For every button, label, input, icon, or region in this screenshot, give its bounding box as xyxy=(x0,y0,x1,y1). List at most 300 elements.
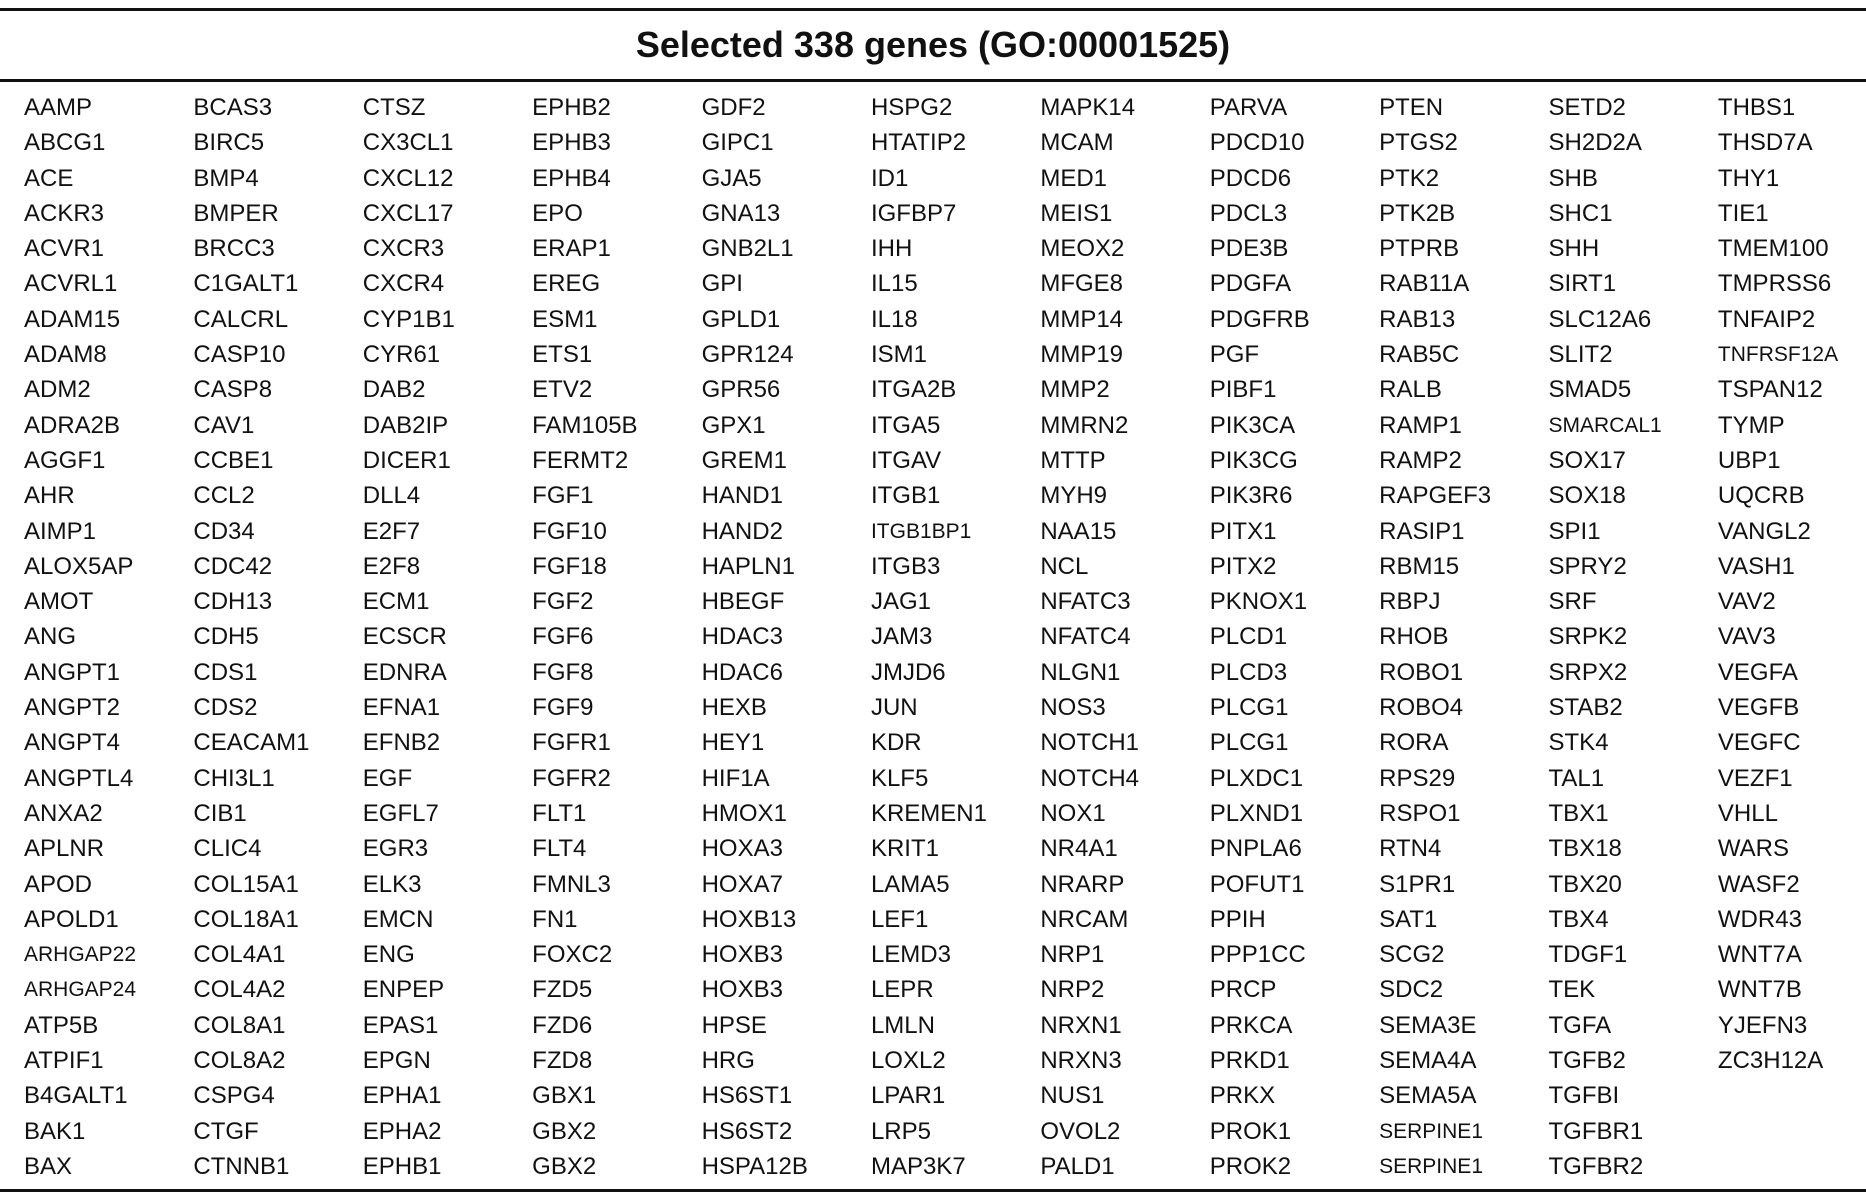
gene-cell: LOXL2 xyxy=(870,1047,946,1075)
gene-cell: LPAR1 xyxy=(870,1082,946,1110)
gene-cell: TIE1 xyxy=(1717,199,1769,227)
gene-cell: PLCD1 xyxy=(1209,623,1288,651)
gene-cell: EMCN xyxy=(362,905,434,933)
gene-cell: BMPER xyxy=(193,199,279,227)
gene-cell: EGF xyxy=(362,764,413,792)
bottom-rule xyxy=(0,1189,1866,1192)
gene-cell: DICER1 xyxy=(362,446,451,474)
gene-cell: SERPINE1 xyxy=(1379,1119,1483,1143)
gene-cell: ROBO1 xyxy=(1379,658,1464,686)
gene-cell: TYMP xyxy=(1717,411,1785,439)
gene-cell: TGFBR2 xyxy=(1548,1152,1644,1180)
gene-cell: EPO xyxy=(532,199,583,227)
gene-cell: ACE xyxy=(24,164,74,192)
gene-cell: ENG xyxy=(362,941,415,969)
gene-column xyxy=(702,90,871,1185)
gene-cell: ENPEP xyxy=(362,976,445,1004)
gene-cell: MMP14 xyxy=(1040,305,1124,333)
gene-cell: HMOX1 xyxy=(701,799,787,827)
gene-cell: CX3CL1 xyxy=(362,129,454,157)
gene-column xyxy=(1379,90,1548,1185)
gene-cell: SMARCAL1 xyxy=(1548,413,1662,437)
gene-cell: ACVRL1 xyxy=(24,270,118,298)
gene-cell: HOXB3 xyxy=(701,976,783,1004)
gene-cell: PTGS2 xyxy=(1379,129,1458,157)
gene-cell: EPHA2 xyxy=(362,1117,442,1145)
gene-cell: ALOX5AP xyxy=(24,552,134,580)
gene-cell: CXCR4 xyxy=(362,270,445,298)
gene-cell: KRIT1 xyxy=(870,835,939,863)
gene-cell: CXCL12 xyxy=(362,164,454,192)
gene-cell: PITX1 xyxy=(1209,517,1277,545)
gene-cell: SIRT1 xyxy=(1548,270,1617,298)
gene-cell: FGF2 xyxy=(532,588,594,616)
gene-cell: GNA13 xyxy=(701,199,781,227)
gene-cell: CLIC4 xyxy=(193,835,262,863)
gene-cell: PPP1CC xyxy=(1209,941,1306,969)
gene-cell: CDH13 xyxy=(193,588,273,616)
gene-cell: JUN xyxy=(870,694,918,722)
gene-cell: ITGAV xyxy=(870,446,942,474)
gene-cell: SEMA4A xyxy=(1379,1047,1477,1075)
gene-cell: NCL xyxy=(1040,552,1089,580)
gene-cell: CTNNB1 xyxy=(193,1152,290,1180)
gene-cell: MYH9 xyxy=(1040,482,1108,510)
gene-cell: GBX1 xyxy=(532,1082,597,1110)
gene-cell: PIK3R6 xyxy=(1209,482,1293,510)
gene-cell: GPX1 xyxy=(701,411,766,439)
gene-cell: HOXA3 xyxy=(701,835,783,863)
gene-cell: TBX1 xyxy=(1548,799,1609,827)
gene-cell: NFATC3 xyxy=(1040,588,1131,616)
gene-cell: CYP1B1 xyxy=(362,305,455,333)
gene-cell: PLXDC1 xyxy=(1209,764,1304,792)
gene-cell: HS6ST2 xyxy=(701,1117,793,1145)
gene-cell: SCG2 xyxy=(1379,941,1445,969)
gene-cell: JMJD6 xyxy=(870,658,946,686)
gene-cell: LEF1 xyxy=(870,905,929,933)
gene-cell: MEIS1 xyxy=(1040,199,1113,227)
gene-cell: ANGPTL4 xyxy=(24,764,134,792)
gene-cell: HS6ST1 xyxy=(701,1082,793,1110)
gene-cell: PRKD1 xyxy=(1209,1047,1290,1075)
gene-cell: THSD7A xyxy=(1717,129,1813,157)
gene-cell: CDS2 xyxy=(193,694,258,722)
gene-cell: HPSE xyxy=(701,1011,767,1039)
gene-cell: RPS29 xyxy=(1379,764,1456,792)
gene-column xyxy=(1718,90,1866,1185)
gene-cell: ADRA2B xyxy=(24,411,121,439)
gene-cell: ITGA5 xyxy=(870,411,941,439)
gene-cell: GREM1 xyxy=(701,446,787,474)
gene-cell: FN1 xyxy=(532,905,578,933)
gene-cell: TBX4 xyxy=(1548,905,1609,933)
gene-cell: FMNL3 xyxy=(532,870,611,898)
gene-cell: RORA xyxy=(1379,729,1449,757)
gene-cell: NOS3 xyxy=(1040,694,1106,722)
gene-cell: CXCR3 xyxy=(362,235,445,263)
gene-cell: SEMA5A xyxy=(1379,1082,1477,1110)
gene-cell: JAG1 xyxy=(870,588,931,616)
gene-cell: UQCRB xyxy=(1717,482,1805,510)
gene-cell: ECSCR xyxy=(362,623,447,651)
gene-cell: NAA15 xyxy=(1040,517,1117,545)
gene-cell: HEY1 xyxy=(701,729,765,757)
gene-cell: WARS xyxy=(1717,835,1790,863)
gene-cell: FGF18 xyxy=(532,552,607,580)
gene-cell: MMP19 xyxy=(1040,341,1124,369)
gene-cell: PROK1 xyxy=(1209,1117,1292,1145)
gene-cell: EPHB3 xyxy=(532,129,611,157)
gene-cell: HSPA12B xyxy=(701,1152,808,1180)
gene-cell: IL15 xyxy=(870,270,918,298)
gene-cell: LRP5 xyxy=(870,1117,931,1145)
gene-cell: PDE3B xyxy=(1209,235,1289,263)
gene-cell: FLT1 xyxy=(532,799,587,827)
gene-cell: RBM15 xyxy=(1379,552,1460,580)
gene-cell: TGFBI xyxy=(1548,1082,1620,1110)
gene-cell: EPHB2 xyxy=(532,94,611,121)
gene-cell: HEXB xyxy=(701,694,767,722)
gene-cell: DAB2IP xyxy=(362,411,449,439)
gene-cell: CYR61 xyxy=(362,341,441,369)
gene-cell: NUS1 xyxy=(1040,1082,1105,1110)
gene-cell: PLCG1 xyxy=(1209,694,1289,722)
gene-cell: VEGFA xyxy=(1717,658,1798,686)
gene-cell: NRARP xyxy=(1040,870,1125,898)
gene-cell: EREG xyxy=(532,270,601,298)
gene-cell: PDGFA xyxy=(1209,270,1292,298)
gene-cell: AGGF1 xyxy=(24,446,106,474)
gene-cell: THBS1 xyxy=(1717,94,1796,121)
gene-cell: PDCD10 xyxy=(1209,129,1305,157)
gene-cell: NRXN3 xyxy=(1040,1047,1122,1075)
gene-cell: RTN4 xyxy=(1379,835,1442,863)
gene-cell: MEOX2 xyxy=(1040,235,1125,263)
gene-cell: MAPK14 xyxy=(1040,94,1136,121)
gene-cell: GJA5 xyxy=(701,164,762,192)
gene-cell: PITX2 xyxy=(1209,552,1277,580)
gene-cell: SDC2 xyxy=(1379,976,1444,1004)
gene-cell: EGR3 xyxy=(362,835,429,863)
gene-cell: DAB2 xyxy=(362,376,426,404)
gene-cell: RAPGEF3 xyxy=(1379,482,1492,510)
gene-cell: CDS1 xyxy=(193,658,258,686)
gene-cell: PROK2 xyxy=(1209,1152,1292,1180)
gene-cell: PLXND1 xyxy=(1209,799,1304,827)
gene-cell: PTK2B xyxy=(1379,199,1456,227)
gene-cell: KREMEN1 xyxy=(870,799,987,827)
gene-cell: CTGF xyxy=(193,1117,259,1145)
gene-column xyxy=(1549,90,1718,1185)
gene-cell: ISM1 xyxy=(870,341,927,369)
gene-cell: PRKCA xyxy=(1209,1011,1293,1039)
gene-cell: NOX1 xyxy=(1040,799,1106,827)
gene-cell: TDGF1 xyxy=(1548,941,1628,969)
gene-cell: CCL2 xyxy=(193,482,255,510)
gene-cell: ANXA2 xyxy=(24,799,103,827)
gene-cell: AHR xyxy=(24,482,75,510)
gene-cell: CASP8 xyxy=(193,376,273,404)
gene-cell: CXCL17 xyxy=(362,199,454,227)
gene-cell: VAV3 xyxy=(1717,623,1776,651)
gene-cell: B4GALT1 xyxy=(24,1082,128,1110)
gene-cell: CD34 xyxy=(193,517,255,545)
gene-cell: ACVR1 xyxy=(24,235,105,263)
gene-cell: C1GALT1 xyxy=(193,270,299,298)
gene-cell: HRG xyxy=(701,1047,755,1075)
gene-cell: GBX2 xyxy=(532,1152,597,1180)
gene-cell: E2F8 xyxy=(362,552,421,580)
gene-cell: ATPIF1 xyxy=(24,1047,104,1075)
gene-column xyxy=(532,90,701,1185)
gene-cell: TGFB2 xyxy=(1548,1047,1626,1075)
gene-cell: SLIT2 xyxy=(1548,341,1613,369)
gene-cell: RBPJ xyxy=(1379,588,1441,616)
gene-cell: HAPLN1 xyxy=(701,552,795,580)
gene-cell: MED1 xyxy=(1040,164,1108,192)
gene-cell: EDNRA xyxy=(362,658,447,686)
gene-cell: BMP4 xyxy=(193,164,259,192)
gene-cell: ADAM15 xyxy=(24,305,121,333)
gene-cell: GPI xyxy=(701,270,743,298)
table-title: Selected 338 genes (GO:00001525) xyxy=(635,24,1231,65)
gene-cell: AAMP xyxy=(24,94,93,121)
gene-cell: SAT1 xyxy=(1379,905,1438,933)
gene-cell: LAMA5 xyxy=(870,870,950,898)
gene-cell: PIK3CG xyxy=(1209,446,1298,474)
gene-cell: HSPG2 xyxy=(870,94,953,121)
gene-cell: ITGB1 xyxy=(870,482,941,510)
gene-cell: COL18A1 xyxy=(193,905,299,933)
gene-cell: IHH xyxy=(870,235,913,263)
gene-cell: CDC42 xyxy=(193,552,273,580)
gene-column xyxy=(1040,90,1209,1185)
gene-cell: TMEM100 xyxy=(1717,235,1829,263)
gene-cell: GNB2L1 xyxy=(701,235,794,263)
gene-cell: RSPO1 xyxy=(1379,799,1461,827)
gene-cell: CHI3L1 xyxy=(193,764,275,792)
gene-cell: PARVA xyxy=(1209,94,1288,121)
gene-cell: SHC1 xyxy=(1548,199,1613,227)
gene-cell: PDCD6 xyxy=(1209,164,1292,192)
gene-cell: ATP5B xyxy=(24,1011,99,1039)
gene-cell: ANG xyxy=(24,623,77,651)
gene-cell: TSPAN12 xyxy=(1717,376,1823,404)
gene-cell: SRPK2 xyxy=(1548,623,1628,651)
gene-cell: TEK xyxy=(1548,976,1596,1004)
gene-cell: FZD5 xyxy=(532,976,593,1004)
gene-cell: CCBE1 xyxy=(193,446,274,474)
gene-cell: AMOT xyxy=(24,588,94,616)
gene-cell: STK4 xyxy=(1548,729,1609,757)
gene-cell: HDAC3 xyxy=(701,623,783,651)
gene-cell: RAB5C xyxy=(1379,341,1460,369)
gene-cell: BAX xyxy=(24,1152,73,1180)
gene-cell: FGF9 xyxy=(532,694,594,722)
gene-cell: LEPR xyxy=(870,976,934,1004)
gene-cell: MMP2 xyxy=(1040,376,1110,404)
gene-cell: HIF1A xyxy=(701,764,770,792)
gene-cell: PIK3CA xyxy=(1209,411,1296,439)
gene-cell: SETD2 xyxy=(1548,94,1626,121)
gene-cell: EGFL7 xyxy=(362,799,439,827)
gene-cell: TBX20 xyxy=(1548,870,1622,898)
gene-cell: KLF5 xyxy=(870,764,929,792)
gene-cell: BAK1 xyxy=(24,1117,86,1145)
gene-cell: SH2D2A xyxy=(1548,129,1642,157)
gene-cell: HOXB13 xyxy=(701,905,797,933)
gene-cell: SMAD5 xyxy=(1548,376,1632,404)
gene-cell: COL8A2 xyxy=(193,1047,286,1075)
gene-cell: RAB11A xyxy=(1379,270,1470,298)
gene-cell: WNT7A xyxy=(1717,941,1802,969)
gene-cell: MFGE8 xyxy=(1040,270,1124,298)
gene-cell: ETV2 xyxy=(532,376,593,404)
header-rule xyxy=(0,79,1866,82)
gene-cell: NOTCH4 xyxy=(1040,764,1140,792)
gene-cell: FGFR2 xyxy=(532,764,611,792)
gene-cell: JAM3 xyxy=(870,623,933,651)
gene-column xyxy=(363,90,532,1185)
gene-cell: ZC3H12A xyxy=(1717,1047,1824,1075)
gene-cell: SPRY2 xyxy=(1548,552,1627,580)
gene-cell: ESM1 xyxy=(532,305,598,333)
gene-cell: NFATC4 xyxy=(1040,623,1131,651)
gene-cell: ACKR3 xyxy=(24,199,105,227)
gene-cell: NRP1 xyxy=(1040,941,1105,969)
gene-cell: SOX17 xyxy=(1548,446,1626,474)
gene-cell: YJEFN3 xyxy=(1717,1011,1808,1039)
gene-cell: PTPRB xyxy=(1379,235,1460,263)
gene-cell: NOTCH1 xyxy=(1040,729,1140,757)
gene-cell: CASP10 xyxy=(193,341,286,369)
gene-cell: WASF2 xyxy=(1717,870,1800,898)
gene-cell: HBEGF xyxy=(701,588,785,616)
gene-cell: APOLD1 xyxy=(24,905,119,933)
gene-cell: WNT7B xyxy=(1717,976,1802,1004)
gene-cell: FGF10 xyxy=(532,517,607,545)
gene-cell: EFNA1 xyxy=(362,694,441,722)
gene-cell: BIRC5 xyxy=(193,129,265,157)
gene-cell: FGFR1 xyxy=(532,729,611,757)
gene-cell: UBP1 xyxy=(1717,446,1781,474)
gene-cell: LMLN xyxy=(870,1011,935,1039)
gene-cell: ERAP1 xyxy=(532,235,611,263)
gene-cell: WDR43 xyxy=(1717,905,1802,933)
gene-cell: GPLD1 xyxy=(701,305,781,333)
gene-cell: AIMP1 xyxy=(24,517,97,545)
gene-cell: THY1 xyxy=(1717,164,1780,192)
gene-cell: NR4A1 xyxy=(1040,835,1118,863)
gene-cell: SRF xyxy=(1548,588,1597,616)
gene-cell: ROBO4 xyxy=(1379,694,1464,722)
gene-cell: VEZF1 xyxy=(1717,764,1793,792)
gene-cell: SERPINE1 xyxy=(1379,1154,1483,1178)
gene-cell: FLT4 xyxy=(532,835,587,863)
gene-cell: MMRN2 xyxy=(1040,411,1129,439)
gene-cell: S1PR1 xyxy=(1379,870,1456,898)
gene-cell: TMPRSS6 xyxy=(1717,270,1832,298)
gene-cell: FERMT2 xyxy=(532,446,629,474)
gene-cell: PTEN xyxy=(1379,94,1444,121)
gene-cell: KDR xyxy=(870,729,922,757)
gene-grid xyxy=(24,90,1866,1185)
gene-cell: APLNR xyxy=(24,835,105,863)
gene-cell: IGFBP7 xyxy=(870,199,957,227)
gene-cell: NRP2 xyxy=(1040,976,1105,1004)
gene-cell: ITGA2B xyxy=(870,376,957,404)
gene-cell: ARHGAP22 xyxy=(24,943,137,967)
gene-cell: HOXB3 xyxy=(701,941,783,969)
gene-cell: ITGB3 xyxy=(870,552,941,580)
gene-cell: HAND1 xyxy=(701,482,783,510)
gene-cell: NLGN1 xyxy=(1040,658,1121,686)
gene-cell: APOD xyxy=(24,870,93,898)
gene-cell: SRPX2 xyxy=(1548,658,1628,686)
gene-cell: FGF6 xyxy=(532,623,594,651)
gene-cell: EPAS1 xyxy=(362,1011,439,1039)
gene-cell: HOXA7 xyxy=(701,870,783,898)
gene-cell: MTTP xyxy=(1040,446,1106,474)
gene-cell: ECM1 xyxy=(362,588,430,616)
top-rule xyxy=(0,8,1866,11)
gene-cell: BCAS3 xyxy=(193,94,273,121)
gene-cell: NRXN1 xyxy=(1040,1011,1122,1039)
gene-cell: ID1 xyxy=(870,164,909,192)
gene-cell: VAV2 xyxy=(1717,588,1776,616)
gene-cell: HTATIP2 xyxy=(870,129,967,157)
gene-cell: FGF8 xyxy=(532,658,594,686)
gene-cell: ARHGAP24 xyxy=(24,978,137,1002)
gene-cell: SHB xyxy=(1548,164,1598,192)
gene-cell: DLL4 xyxy=(362,482,421,510)
gene-cell: COL4A1 xyxy=(193,941,286,969)
gene-cell: OVOL2 xyxy=(1040,1117,1121,1145)
gene-cell: SPI1 xyxy=(1548,517,1601,545)
gene-cell: FZD8 xyxy=(532,1047,593,1075)
gene-cell: CSPG4 xyxy=(193,1082,275,1110)
gene-cell: SLC12A6 xyxy=(1548,305,1652,333)
gene-cell: HAND2 xyxy=(701,517,783,545)
gene-cell: ANGPT4 xyxy=(24,729,121,757)
gene-cell: PLCD3 xyxy=(1209,658,1288,686)
gene-cell: GDF2 xyxy=(701,94,766,121)
gene-cell: CEACAM1 xyxy=(193,729,310,757)
gene-cell: SOX18 xyxy=(1548,482,1626,510)
gene-cell: PLCG1 xyxy=(1209,729,1289,757)
gene-cell: EPHB1 xyxy=(362,1152,442,1180)
gene-cell: TNFAIP2 xyxy=(1717,305,1816,333)
gene-cell: GBX2 xyxy=(532,1117,597,1145)
gene-cell: EPHA1 xyxy=(362,1082,442,1110)
gene-cell: TGFBR1 xyxy=(1548,1117,1644,1145)
gene-cell: VHLL xyxy=(1717,799,1778,827)
gene-cell: EPHB4 xyxy=(532,164,611,192)
gene-cell: VEGFC xyxy=(1717,729,1801,757)
gene-cell: ANGPT2 xyxy=(24,694,121,722)
gene-cell: PDGFRB xyxy=(1209,305,1310,333)
gene-cell: MCAM xyxy=(1040,129,1114,157)
gene-column xyxy=(871,90,1040,1185)
gene-column xyxy=(1210,90,1379,1185)
gene-cell: PRKX xyxy=(1209,1082,1276,1110)
gene-cell: ITGB1BP1 xyxy=(870,519,972,543)
gene-cell: HDAC6 xyxy=(701,658,783,686)
gene-cell: SEMA3E xyxy=(1379,1011,1477,1039)
gene-cell: ELK3 xyxy=(362,870,422,898)
gene-cell: ADAM8 xyxy=(24,341,107,369)
